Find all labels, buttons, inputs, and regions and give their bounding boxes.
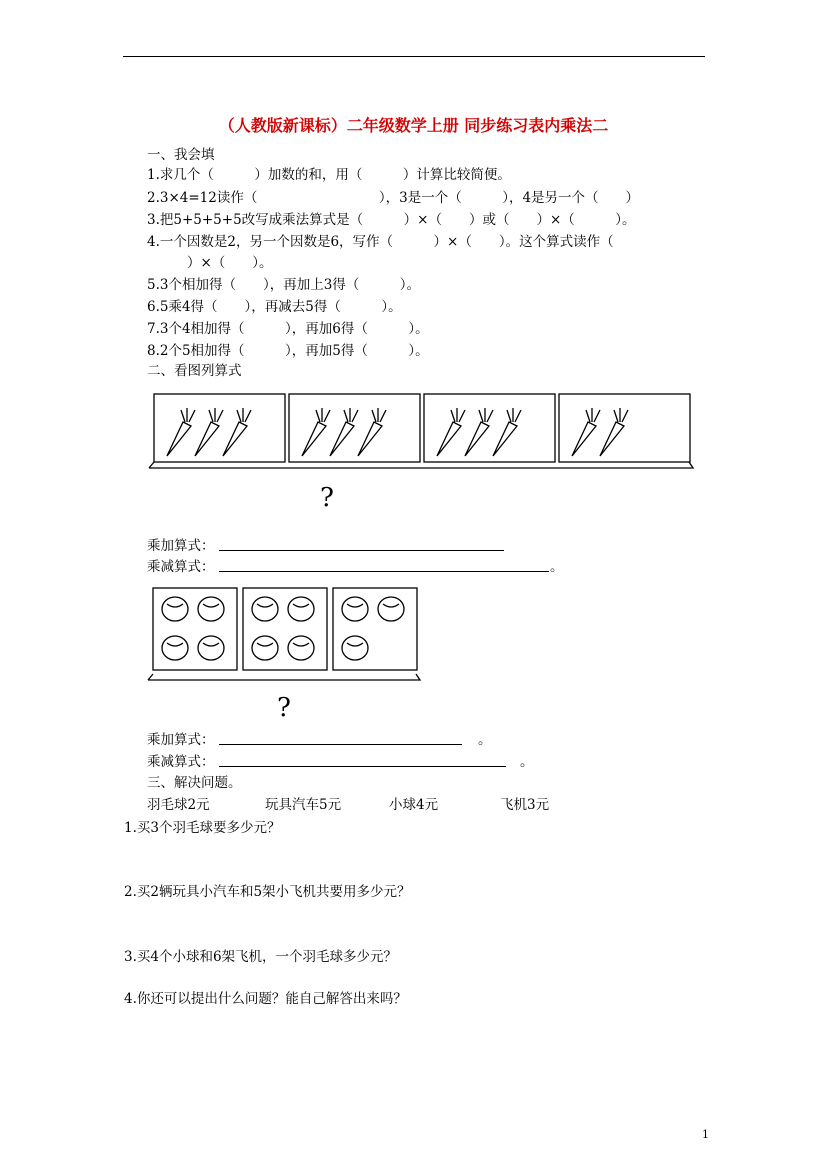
fig2-add-label: 乘加算式： [147, 732, 215, 748]
fill-item-6: 6.5乘4得（ ），再减去5得（ ）。 [147, 299, 402, 315]
fruit-question-mark: ? [277, 693, 291, 723]
carrot-bracket [149, 462, 693, 468]
fill-item-8: 8.2个5相加得（ ），再加5得（ ）。 [147, 343, 429, 359]
page-title: （人教版新课标）二年级数学上册 同步练习表内乘法二 [218, 116, 609, 135]
carrot-box-1 [154, 394, 285, 462]
price-badminton: 羽毛球2元 [147, 797, 210, 813]
fill-item-2: 2.3×4=12读作（ ），3是一个（ ），4是另一个（ ） [147, 190, 640, 206]
fig1-sub-answer-line[interactable] [219, 559, 549, 572]
section3-heading: 三、解决问题。 [147, 775, 242, 791]
carrot-question-mark: ? [320, 483, 334, 513]
fill-item-7: 7.3个4相加得（ ），再加6得（ ）。 [147, 321, 429, 337]
fill-item-5: 5.3个相加得（ ），再加上3得（ ）。 [147, 277, 421, 293]
carrot-box-4 [559, 394, 690, 462]
price-toy-car: 玩具汽车5元 [265, 797, 342, 813]
question-3: 3.买4个小球和6架飞机，一个羽毛球多少元？ [124, 949, 398, 965]
fig1-sub-label: 乘减算式： [147, 559, 215, 575]
fig1-sub-tail: 。 [550, 559, 564, 575]
fill-item-4-cont: ）×（ ）。 [160, 255, 273, 271]
fig2-sub-label: 乘减算式： [147, 754, 215, 770]
carrot-box-2 [289, 394, 420, 462]
section2-heading: 二、看图列算式 [147, 363, 242, 379]
fig1-add-label: 乘加算式： [147, 538, 215, 554]
carrot-box-3 [424, 394, 555, 462]
fill-item-1: 1.求几个（ ）加数的和，用（ ）计算比较简便。 [147, 167, 511, 183]
header-rule [123, 56, 705, 57]
fig2-sub-tail: 。 [520, 754, 534, 770]
fruit-figure [145, 584, 435, 734]
question-1: 1.买3个羽毛球要多少元？ [124, 820, 281, 836]
fig2-add-answer-line[interactable] [219, 732, 462, 745]
fig2-add-tail: 。 [478, 732, 492, 748]
fill-item-4: 4.一个因数是2，另一个因数是6，写作（ ）×（ ）。这个算式读作（ [147, 234, 614, 250]
question-2: 2.买2辆玩具小汽车和5架小飞机共要用多少元？ [124, 884, 411, 900]
fruit-bracket [148, 674, 420, 680]
price-plane: 飞机3元 [500, 797, 550, 813]
fruit-icons [162, 597, 404, 660]
section1-heading: 一、我会填 [147, 147, 215, 163]
question-4: 4.你还可以提出什么问题？能自己解答出来吗？ [124, 991, 407, 1007]
fig2-sub-answer-line[interactable] [219, 754, 506, 767]
fig1-add-answer-line[interactable] [219, 538, 504, 551]
fill-item-3: 3.把5+5+5+5改写成乘法算式是（ ）×（ ）或（ ）×（ ）。 [147, 212, 636, 228]
carrot-figure [145, 388, 705, 524]
price-ball: 小球4元 [389, 797, 439, 813]
page-number: 1 [702, 1128, 709, 1141]
